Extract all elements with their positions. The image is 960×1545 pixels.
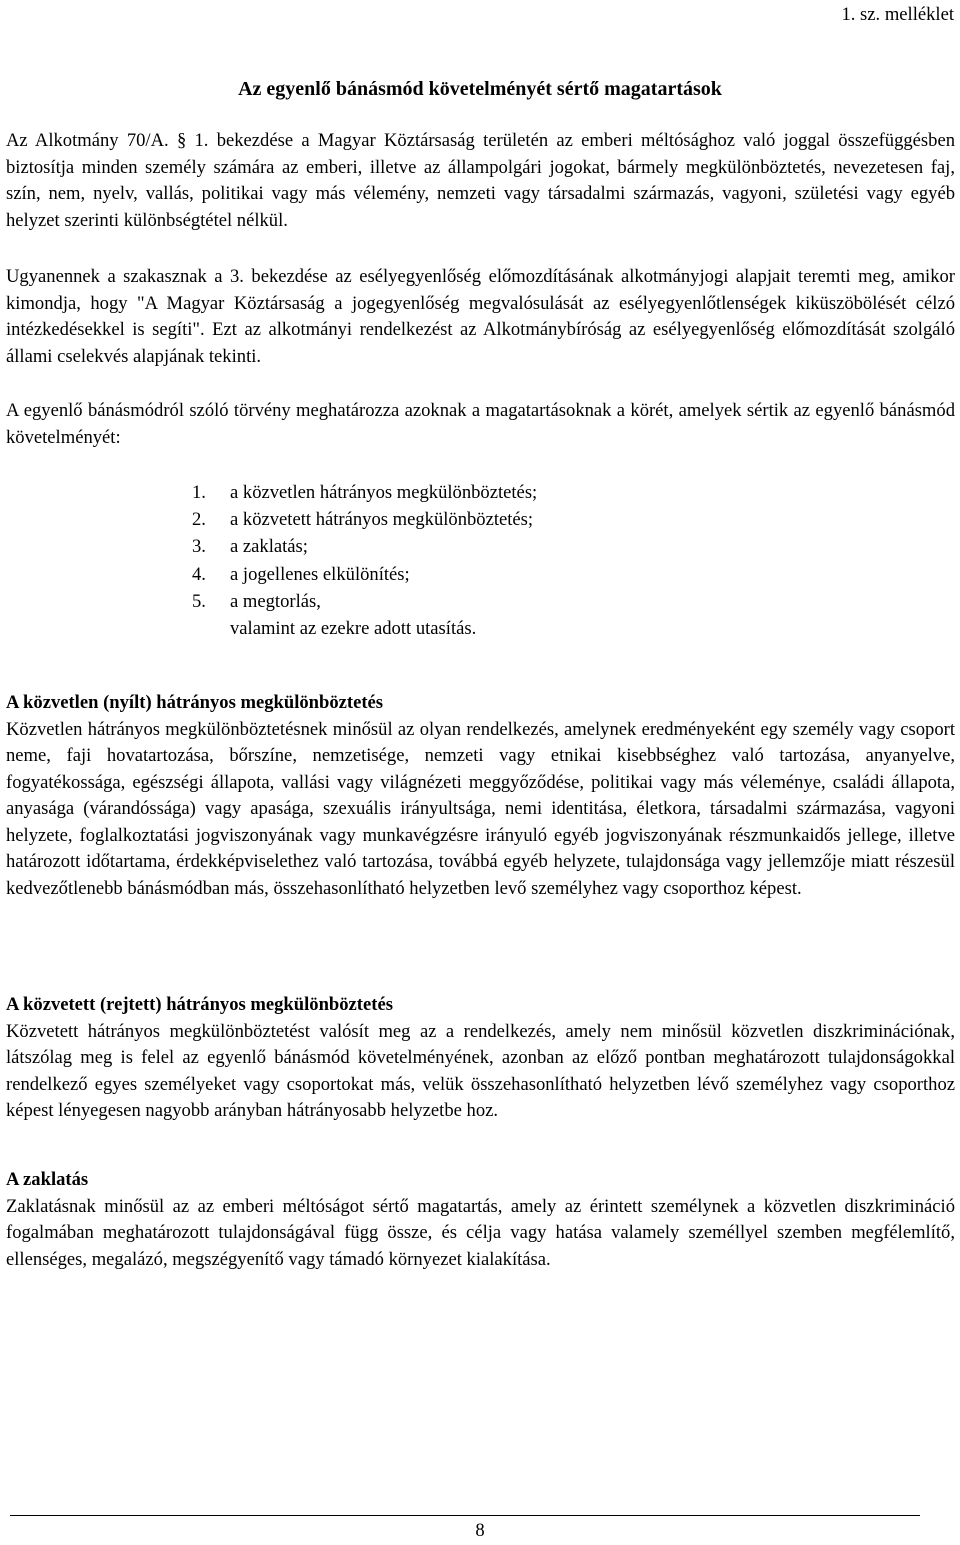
list-item — [192, 534, 692, 561]
list-item-text: a megtorlás, — [230, 590, 321, 612]
list-item-number: 2. — [192, 509, 206, 531]
section-harassment — [6, 1167, 955, 1273]
intro-paragraph-1: Az Alkotmány 70/A. § 1. bekezdése a Magyar Köztársaság területén az emberi méltósághoz való joggal összefüggésben biztosítja minden személy számára az emberi, illetve az állampolgári jogokat, bármely megkülönböztetés, nevezetesen faj, szín, nem, nyelv, vallás, politikai vagy más vélemény, nemzeti vagy társadalmi származás, vagyoni, születési vagy egyéb helyzet szerinti különbségtétel nélkül. — [6, 130, 955, 231]
list-item-number: 4. — [192, 563, 206, 585]
list-tail: valamint az ezekre adott utasítás. — [230, 617, 477, 639]
list-item-text: a jogellenes elkülönítés; — [230, 563, 410, 585]
conduct-list — [192, 480, 692, 643]
annex-label: 1. sz. melléklet — [841, 4, 954, 25]
list-item — [192, 507, 692, 534]
section-heading: A zaklatás — [6, 1169, 89, 1190]
list-item-number: 1. — [192, 482, 206, 503]
section-indirect-discrimination — [6, 992, 955, 1125]
list-item — [192, 562, 692, 589]
section-heading: A közvetlen (nyílt) hátrányos megkülönböztetés — [6, 692, 384, 713]
page-number: 8 — [475, 1520, 485, 1541]
section-text: Zaklatásnak minősül az az emberi méltóságot sértő magatartás, amely az érintett személynek a közvetlen diszkrimináció fogalmában meghatározott tulajdonságával függ össze, és célja vagy hatása valamely személlyel szemben megfélemlítő, ellenséges, megalázó, megszégyenítő vagy támadó környezet kialakítása. — [6, 1195, 955, 1270]
list-item-number: 5. — [192, 590, 206, 612]
section-text: Közvetett hátrányos megkülönböztetést valósít meg az a rendelkezés, amely nem minősül közvetlen diszkriminációnak, látszólag meg is felel az egyenlő bánásmód követelményének, azonban az előző pontban meghatározott tulajdonságokkal rendelkező egyes személyeket vagy csoportokat más, velük összehasonlítható helyzetben lévő személyhez vagy csoporthoz képest lényegesen nagyobb arányban hátrányosabb helyzetbe hoz. — [6, 1020, 955, 1121]
list-item-text: a közvetlen hátrányos megkülönböztetés; — [230, 482, 538, 503]
list-item — [192, 480, 692, 507]
list-item-text: a közvetett hátrányos megkülönböztetés; — [230, 509, 534, 531]
list-item-text: a zaklatás; — [230, 536, 308, 558]
document-title: Az egyenlő bánásmód követelményét sértő magatartások — [238, 78, 722, 100]
intro-paragraph-3: A egyenlő bánásmódról szóló törvény meghatározza azoknak a magatartásoknak a körét, amelyek sértik az egyenlő bánásmód követelményét: — [6, 400, 955, 448]
section-heading: A közvetett (rejtett) hátrányos megkülönböztetés — [6, 994, 393, 1015]
section-direct-discrimination — [6, 690, 955, 902]
list-item-number: 3. — [192, 536, 206, 558]
section-text: Közvetlen hátrányos megkülönböztetésnek minősül az olyan rendelkezés, amelynek eredményeként egy személy vagy csoport neme, faji hovatartozása, bőrszíne, nemzetisége, nemzeti vagy etnikai kisebbséghez való tartozása, anyanyelve, fogyatékossága, egészségi állapota, vallási vagy világnézeti meggyőződése, politikai vagy más véleménye, családi állapota, anyasága (várandóssága) vagy apasága, szexuális irányultsága, nemi identitása, életkora, társadalmi származása, vagyoni helyzete, foglalkoztatási jogviszonyának vagy munkavégzésre irányuló egyéb jogviszonyának részmunkaidős jellege, illetve határozott időtartama, érdekképviselethez való tartozása, továbbá egyéb helyzete, tulajdonsága vagy jellemzője miatt részesül kedvezőtlenebb bánásmódban más, összehasonlítható helyzetben levő személyhez vagy csoporthoz képest. — [6, 718, 955, 899]
list-item — [192, 589, 692, 616]
footer-divider — [10, 1515, 920, 1516]
intro-paragraph-2: Ugyanennek a szakasznak a 3. bekezdése az esélyegyenlőség előmozdításának alkotmányjogi alapjait teremti meg, amikor kimondja, hogy "A Magyar Köztársaság a jogegyenlőség megvalósulását az esélyegyenlőtlenségek kiküszöbölését célzó intézkedésekkel is segíti". Ezt az alkotmányi rendelkezést az Alkotmánybíróság az esélyegyenlőség előmozdítását szolgáló állami cselekvés alapjának tekinti. — [6, 266, 955, 367]
